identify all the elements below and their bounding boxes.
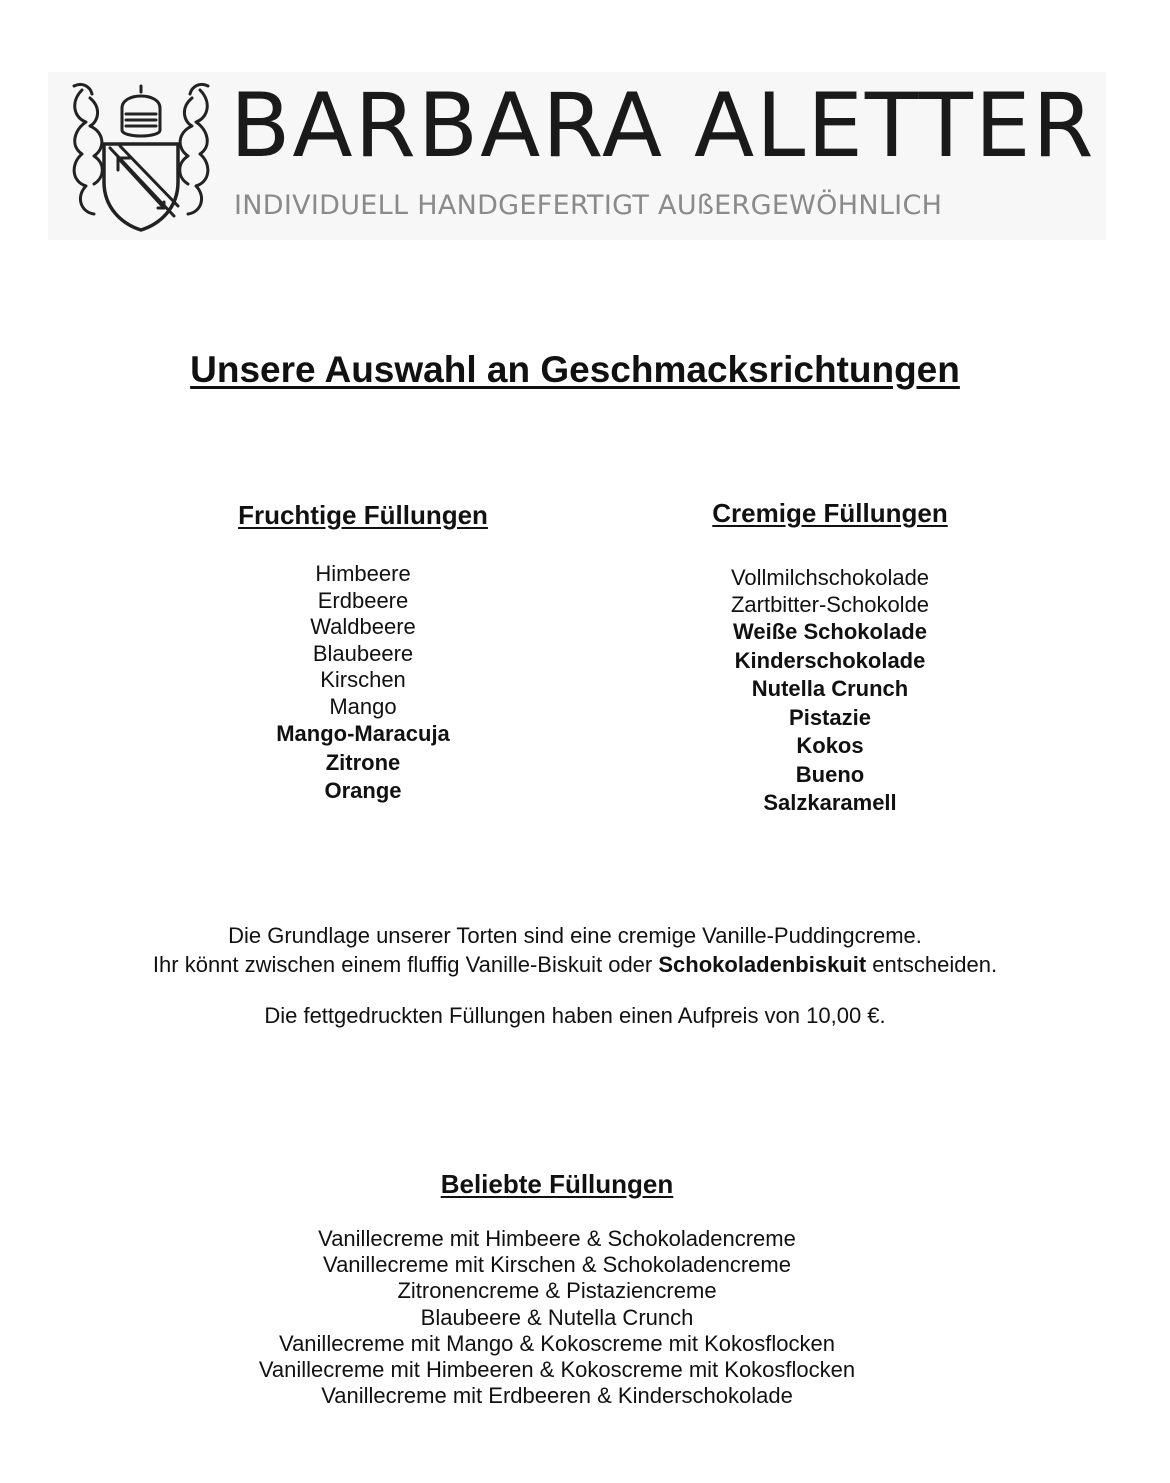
base-info-line2-suffix: entscheiden. [866, 952, 998, 977]
creamy-filling-item: Salzkaramell [763, 790, 897, 815]
fruity-filling-item: Mango-Maracuja [276, 721, 450, 746]
popular-filling-item: Blaubeere & Nutella Crunch [420, 1304, 694, 1330]
popular-filling-item: Vanillecreme mit Himbeeren & Kokoscreme mit Kokosflocken [258, 1357, 856, 1383]
fruity-fillings-heading: Fruchtige Füllungen [238, 500, 488, 530]
fruity-fillings-list [163, 561, 563, 806]
popular-filling-item: Vanillecreme mit Erdbeeren & Kinderschokolade [321, 1383, 793, 1409]
fruity-filling-item: Zitrone [325, 749, 401, 775]
creamy-filling-item: Zartbitter-Schokolde [730, 591, 930, 617]
popular-fillings-list [0, 1226, 1114, 1409]
creamy-fillings-list [630, 565, 1030, 818]
popular-filling-item: Vanillecreme mit Kirschen & Schokoladencreme [323, 1252, 791, 1278]
fruity-filling-item: Kirschen [320, 667, 406, 692]
fruity-filling-item: Waldbeere [310, 614, 416, 639]
fruity-filling-item: Orange [324, 778, 402, 803]
fruity-filling-item: Erdbeere [317, 587, 409, 613]
creamy-fillings-section [630, 498, 1030, 818]
base-info-line2-prefix: Ihr könnt zwischen einem fluffig Vanille-Biskuit oder [152, 952, 659, 977]
creamy-filling-item: Pistazie [789, 704, 871, 730]
creamy-filling-item: Kokos [796, 733, 864, 758]
creamy-fillings-heading: Cremige Füllungen [712, 498, 948, 528]
brand-name: BARBARA ALETTER [230, 74, 1096, 177]
surcharge-note: Die fettgedruckten Füllungen haben einen Aufpreis von 10,00 €. [264, 1003, 886, 1028]
creamy-filling-item: Bueno [795, 761, 865, 787]
popular-filling-item: Vanillecreme mit Mango & Kokoscreme mit Kokosflocken [279, 1330, 835, 1356]
fruity-fillings-section [163, 500, 563, 806]
base-info-line1: Die Grundlage unserer Torten sind eine cremige Vanille-Puddingcreme. [228, 923, 922, 948]
creamy-filling-item: Vollmilchschokolade [730, 565, 930, 590]
popular-fillings-heading: Beliebte Füllungen [440, 1169, 674, 1199]
popular-filling-item: Vanillecreme mit Himbeere & Schokoladencreme [318, 1226, 796, 1251]
brand-header [48, 72, 1106, 240]
page-title: Unsere Auswahl an Geschmacksrichtungen [190, 349, 960, 390]
base-info [0, 921, 1150, 979]
coat-of-arms-icon [60, 78, 222, 236]
creamy-filling-item: Kinderschokolade [734, 647, 926, 673]
fruity-filling-item: Himbeere [315, 561, 411, 586]
brand-tagline: INDIVIDUELL HANDGEFERTIGT AUßERGEWÖHNLICH [234, 190, 943, 221]
base-info-line2-bold: Schokoladenbiskuit [658, 952, 867, 977]
popular-filling-item: Zitronencreme & Pistaziencreme [397, 1278, 717, 1304]
fruity-filling-item: Blaubeere [312, 640, 414, 666]
fruity-filling-item: Mango [329, 693, 397, 719]
creamy-filling-item: Nutella Crunch [751, 676, 909, 701]
creamy-filling-item: Weiße Schokolade [733, 619, 927, 644]
